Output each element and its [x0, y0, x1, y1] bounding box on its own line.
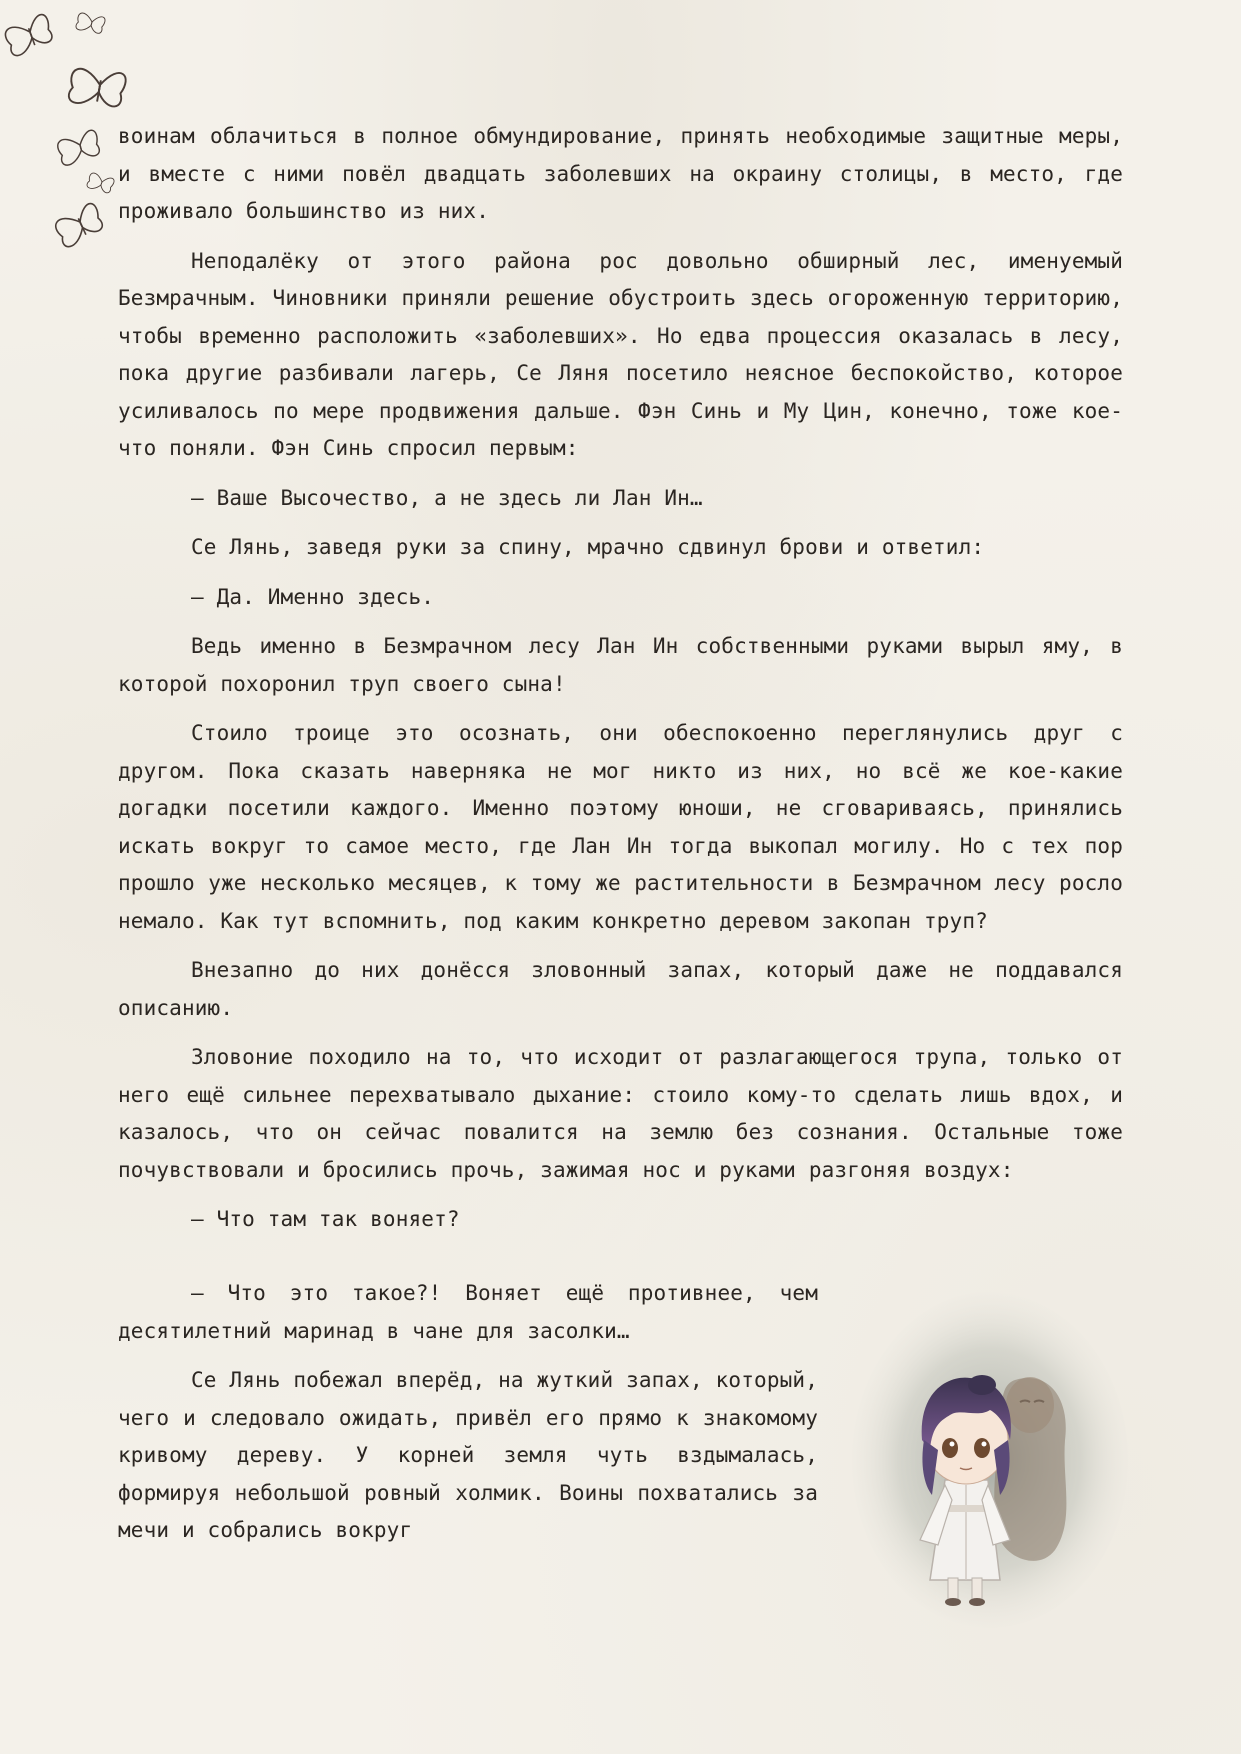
paragraph-3: — Ваше Высочество, а не здесь ли Лан Ин… [191, 485, 703, 510]
paragraph-6: Ведь именно в Безмрачном лесу Лан Ин собственными руками вырыл яму, в которой похоронил труп своего сына! [118, 634, 1123, 696]
wrapped-text [118, 1275, 818, 1562]
paragraph-11: — Что это такое?! Воняет ещё противнее, чем десятилетний маринад в чане для засолки… [118, 1281, 818, 1343]
paragraph-1: воинам облачиться в полное обмундирование, принять необходимые защитные меры, и вместе с ними повёл двадцать заболевших на окраину столицы, в место, где проживало большинство из них. [118, 124, 1123, 223]
paragraph-9: Зловоние походило на то, что исходит от разлагающегося трупа, только от него ещё сильнее перехватывало дыхание: стоило кому-то сделать лишь вдох, и казалось, что он сейчас повалится на землю без сознания. Остальные тоже почувствовали и бросились прочь, зажимая нос и руками разгоняя воздух: [118, 1045, 1123, 1182]
main-text [118, 118, 1123, 1251]
paragraph-8: Внезапно до них донёсся зловонный запах, который даже не поддавался описанию. [118, 958, 1123, 1020]
paragraph-2: Неподалёку от этого района рос довольно обширный лес, именуемый Безмрачным. Чиновники приняли решение обустроить здесь огороженную территорию, чтобы временно расположить «заболевших». Но едва процессия оказалась в лесу, пока другие разбивали лагерь, Се Ляня посетило неясное беспокойство, которое усиливалось по мере продвижения дальше. Фэн Синь и Му Цин, конечно, тоже кое-что поняли. Фэн Синь спросил первым: [118, 248, 1123, 460]
paragraph-12: Се Лянь побежал вперёд, на жуткий запах, который, чего и следовало ожидать, привёл его прямо к знакомому кривому дереву. У корней земля чуть вздымалась, формируя небольшой ровный холмик. Воины похватались за мечи и собрались вокруг [118, 1368, 818, 1542]
paragraph-4: Се Лянь, заведя руки за спину, мрачно сдвинул брови и ответил: [191, 535, 985, 559]
chibi-character-icon [850, 1290, 1130, 1630]
paragraph-7: Стоило троице это осознать, они обеспокоенно переглянулись друг с другом. Пока сказать наверняка не мог никто из них, но всё же кое-какие догадки посетили каждого. Именно поэтому юноши, не сговариваясь, принялись искать вокруг то самое место, где Лан Ин тогда выкопал могилу. Но с тех пор прошло уже несколько месяцев, к тому же растительности в Безмрачном лесу росло немало. Как тут вспомнить, под каким конкретно деревом закопан труп? [118, 721, 1123, 933]
paragraph-5: — Да. Именно здесь. [191, 584, 435, 609]
paragraph-10: — Что там так воняет? [191, 1207, 460, 1231]
